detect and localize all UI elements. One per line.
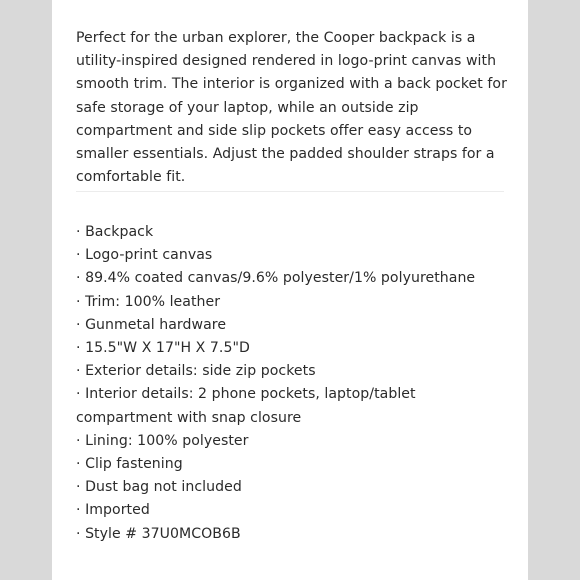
detail-text: Dust bag not included [85,479,242,496]
bullet-icon: · [76,456,81,473]
detail-text: Imported [85,502,150,519]
detail-text: 89.4% coated canvas/9.6% polyester/1% polyurethane [85,270,476,287]
list-item [76,291,516,314]
list-item [76,267,516,290]
list-item [76,453,516,476]
bullet-icon: · [76,224,81,240]
product-details-list [76,221,516,546]
detail-text: Style # 37U0MCOB6B [85,525,241,542]
list-item [76,430,516,453]
detail-text: Interior details: 2 phone pockets, laptop/tablet compartment with snap closure [76,386,416,426]
list-item [76,314,516,337]
bullet-icon: · [76,479,81,496]
detail-text: 15.5"W X 17"H X 7.5"D [85,340,250,357]
bullet-icon: · [76,340,81,357]
product-description: Perfect for the urban explorer, the Cooper backpack is a utility-inspired designed rendered in logo-print canvas with smooth trim. The interior is organized with a back pocket for safe storage of your laptop, while an outside zip compartment and side slip pockets offer easy access to smaller essentials. Adjust the padded shoulder straps for a comfortable fit. [76,30,507,186]
bullet-icon: · [76,293,81,310]
detail-text: Backpack [85,224,154,240]
bullet-icon: · [76,316,81,333]
list-item [76,476,516,499]
bullet-icon: · [76,247,81,264]
list-item [76,337,516,360]
product-details-panel [52,0,528,580]
detail-text: Clip fastening [85,456,183,473]
list-item [76,499,516,522]
bullet-icon: · [76,270,81,287]
bullet-icon: · [76,525,81,542]
bullet-icon: · [76,386,81,403]
detail-text: Trim: 100% leather [85,293,221,310]
detail-text: Gunmetal hardware [85,316,227,333]
list-item [76,360,516,383]
list-item [76,221,516,244]
section-divider [76,191,504,192]
detail-text: Exterior details: side zip pockets [85,363,316,380]
bullet-icon: · [76,363,81,380]
list-item [76,523,516,546]
bullet-icon: · [76,502,81,519]
detail-text: Logo-print canvas [85,247,213,264]
list-item [76,244,516,267]
bullet-icon: · [76,432,81,449]
list-item [76,383,516,429]
detail-text: Lining: 100% polyester [85,432,249,449]
